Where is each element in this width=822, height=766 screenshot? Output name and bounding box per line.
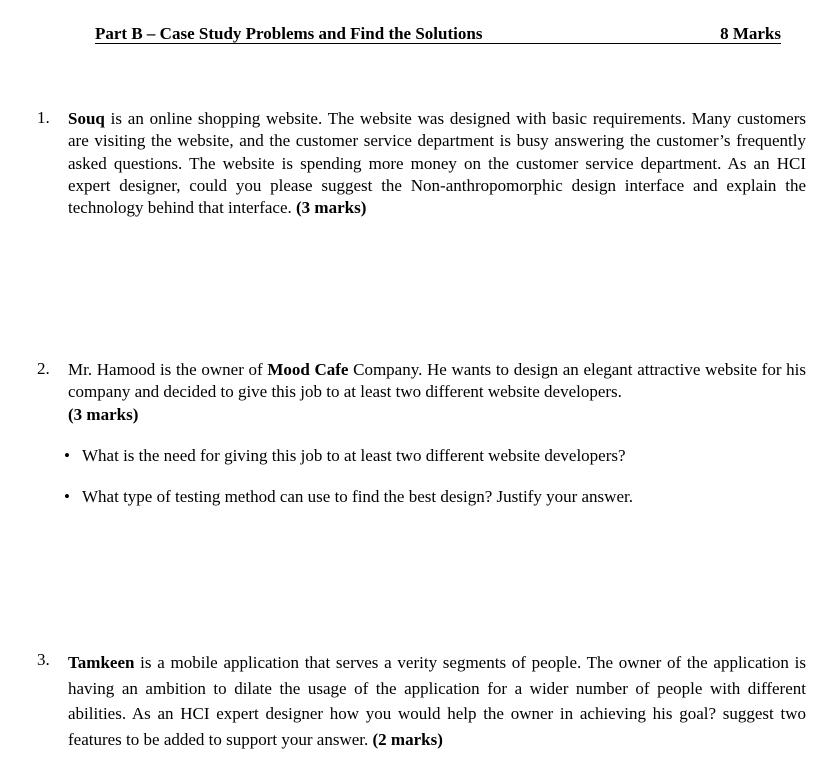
question-marks: (2 marks) — [372, 729, 443, 749]
question-number: 1. — [37, 108, 50, 127]
question-number: 2. — [37, 359, 50, 378]
question-text — [68, 108, 806, 219]
question-body: Company. He wants to design an elegant attractive website for his company and decided to give this job to at least two different website developers. — [68, 360, 806, 402]
question-marks: (3 marks) — [296, 198, 367, 218]
section-title: Part B – Case Study Problems and Find the Solutions — [95, 24, 483, 43]
question-intro: Mr. Hamood is the owner of — [68, 360, 268, 379]
question-subject: Tamkeen — [68, 653, 135, 672]
bullet-item: • What type of testing method can use to find the best design? Justify your answer. — [64, 487, 633, 506]
section-header — [95, 23, 781, 44]
question-body: is a mobile application that serves a verity segments of people. The owner of the application is having an ambition to dilate the usage of the application for a wider number of people with different abilities. As an HCI expert designer how you would help the owner in achieving his goal? suggest two features to be added to support your answer. — [68, 653, 806, 749]
section-marks: 8 Marks — [720, 24, 781, 43]
question-number: 3. — [37, 650, 50, 669]
bullet-dot-icon: • — [64, 487, 70, 506]
question-subject: Souq — [68, 109, 105, 128]
question-body: is an online shopping website. The website was designed with basic requirements. Many customers are visiting the website, and the customer service department is busy answering the customer’s frequently asked questions. The website is spending more money on the customer service department. As an HCI expert designer, could you please suggest the Non-anthropomorphic design interface and explain the technology behind that interface. — [68, 109, 806, 218]
bullet-dot-icon: • — [64, 446, 70, 465]
question-subject: Mood Cafe — [267, 360, 349, 379]
question-text — [68, 359, 806, 426]
question-text — [68, 650, 806, 752]
bullet-item: • What is the need for giving this job to at least two different website developers? — [64, 446, 626, 465]
question-marks: (3 marks) — [68, 404, 139, 424]
